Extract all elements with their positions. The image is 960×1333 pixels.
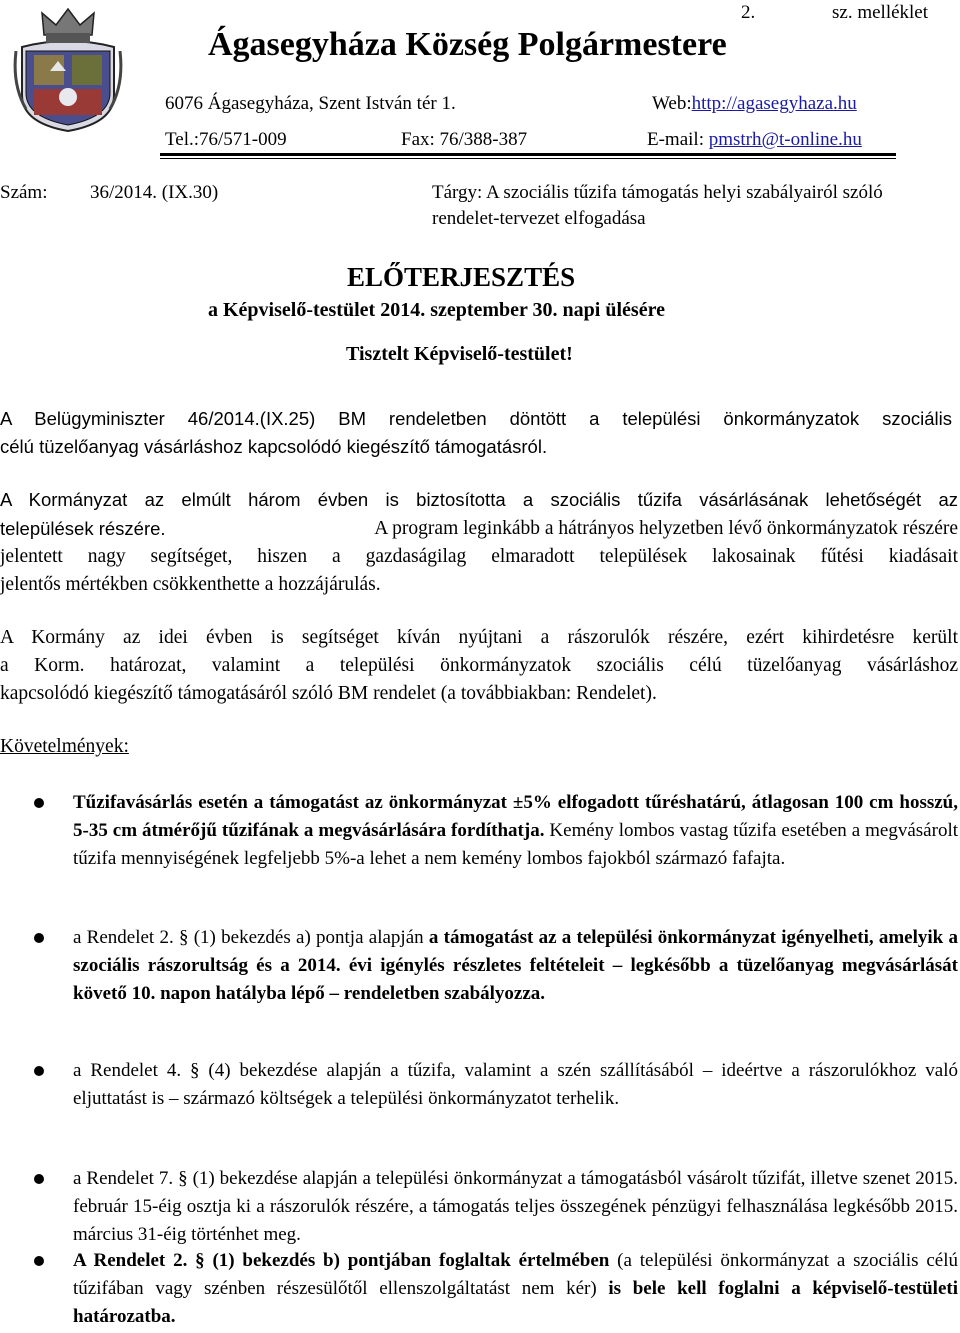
- requirement-2-text: a Rendelet 2. § (1) bekezdés a) pontja alapján: [73, 927, 424, 948]
- fax: Fax: 76/388-387: [401, 129, 528, 150]
- intro-p1-line2: célú tüzelőanyag vásárláshoz kapcsolódó kiegészítő támogatásról.: [0, 436, 548, 457]
- document-issuer-title: Ágasegyháza Község Polgármestere: [208, 26, 727, 63]
- requirement-2-bold: a támogatást az a települési önkormányzat igényelheti, amelyik a szociális rászorultság és a 2014. évi igénylés részletes feltételeit – legkésőbb a tüzelőanyag megvásárlását követő 10. napon hatályba lépő – rendeletben szabályozza.: [73, 927, 958, 1004]
- email-row: [647, 129, 862, 151]
- requirement-5-bold-a: A Rendelet 2. § (1) bekezdés b) pontjában foglaltak értelmében: [73, 1250, 610, 1271]
- document-number: 36/2014. (IX.30): [90, 182, 219, 203]
- bullet-3: [34, 1066, 44, 1076]
- subject-line-2: rendelet-tervezet elfogadása: [432, 208, 646, 229]
- requirement-item-1: [73, 789, 958, 873]
- proposal-title: ELŐTERJESZTÉS: [347, 262, 576, 292]
- intro-p3-line3: kapcsolódó kiegészítő támogatásáról szóló BM rendelet (a továbbiakban: Rendelet).: [0, 683, 657, 704]
- header-rule-thick: [160, 153, 896, 156]
- intro-p2-line2-b: A program leginkább a hátrányos helyzetben lévő önkormányzatok részére: [374, 518, 958, 539]
- requirement-4-text: a Rendelet 7. § (1) bekezdése alapján a települési önkormányzat a támogatásból vásárolt tűzifát, illetve szenet 2015. február 15-éig osztja ki a rászorulók részére, a támogatás teljes összegének pénzügyi felhasználása legkésőbb 2015. március 31-éig történhet meg.: [73, 1168, 958, 1245]
- intro-p2-line2: [0, 518, 958, 540]
- requirement-item-4: [73, 1165, 958, 1249]
- web-link[interactable]: http://agasegyhaza.hu: [691, 93, 857, 114]
- email-label: E-mail:: [647, 129, 704, 150]
- intro-p2-line4: jelentős mértékben csökkenthette a hozzájárulás.: [0, 574, 381, 595]
- subject-line-1: Tárgy: A szociális tűzifa támogatás helyi szabályairól szóló: [432, 182, 883, 203]
- intro-p2-line1: A Kormányzat az elmúlt három évben is biztosította a szociális tűzifa vásárlásának lehetőségét az: [0, 489, 958, 510]
- requirement-item-5: [73, 1247, 958, 1331]
- intro-p1-line1: A Belügyminiszter 46/2014.(IX.25) BM rendeletben döntött a települési önkormányzatok szociális: [0, 408, 952, 429]
- address: 6076 Ágasegyháza, Szent István tér 1.: [165, 93, 456, 114]
- intro-p2-line2-a: települések részére.: [0, 518, 166, 539]
- requirement-1-text: Kemény lombos vastag tűzifa esetében a megvásárolt tűzifa mennyiségének legfeljebb 5%-a lehet a nem kemény lombos fajokból származó fafajta.: [73, 820, 959, 869]
- bullet-1: [34, 798, 44, 808]
- intro-p3-line2: a Korm. határozat, valamint a települési önkormányzatok szociális célú tüzelőanyag vásárláshoz: [0, 655, 958, 676]
- bullet-5: [34, 1256, 44, 1266]
- header-rule-thin: [160, 158, 896, 159]
- bullet-2: [34, 933, 44, 943]
- annex-label: sz. melléklet: [832, 2, 929, 23]
- requirement-item-3: [73, 1057, 958, 1113]
- document-number-label: Szám:: [0, 182, 48, 203]
- phone: Tel.:76/571-009: [165, 129, 287, 150]
- proposal-subtitle: a Képviselő-testület 2014. szeptember 30. napi ülésére: [208, 299, 665, 321]
- email-link[interactable]: pmstrh@t-online.hu: [708, 129, 862, 150]
- requirement-1-bold: Tűzifavásárlás esetén a támogatást az önkormányzat ±5% elfogadott tűréshatárú, átlagosan 100 cm hosszú, 5-35 cm átmérőjű tűzifának a megvásárlására fordíthatja.: [73, 792, 958, 841]
- annex-number: 2.: [741, 2, 756, 23]
- intro-p3-line1: A Kormány az idei évben is segítséget kíván nyújtani a rászorulók részére, ezért kihirdetésre került: [0, 627, 958, 648]
- bullet-4: [34, 1174, 44, 1184]
- requirement-5-text: (a települési önkormányzat a szociális célú tűzifában vagy szénben részesülőtől ellenszolgáltatást nem kér): [73, 1250, 959, 1299]
- requirement-5-bold-b: is bele kell foglalni a képviselő-testületi határozatba.: [73, 1278, 958, 1327]
- requirement-3-text: a Rendelet 4. § (4) bekezdése alapján a tűzifa, valamint a szén szállításából – ideértve a rászorulókhoz való eljuttatást is – származó költségek a települési önkormányzatot terhelik.: [73, 1060, 958, 1109]
- requirement-item-2: [73, 924, 958, 1008]
- web-label: Web:: [652, 93, 692, 114]
- web-row: [652, 93, 857, 115]
- intro-p2-line3: jelentett nagy segítséget, hiszen a gazdaságilag elmaradott települések lakosainak fűtési kiadásait: [0, 546, 958, 567]
- requirements-heading: Követelmények:: [0, 736, 129, 757]
- coat-of-arms-logo: [12, 5, 124, 133]
- salutation: Tisztelt Képviselő-testület!: [346, 343, 573, 365]
